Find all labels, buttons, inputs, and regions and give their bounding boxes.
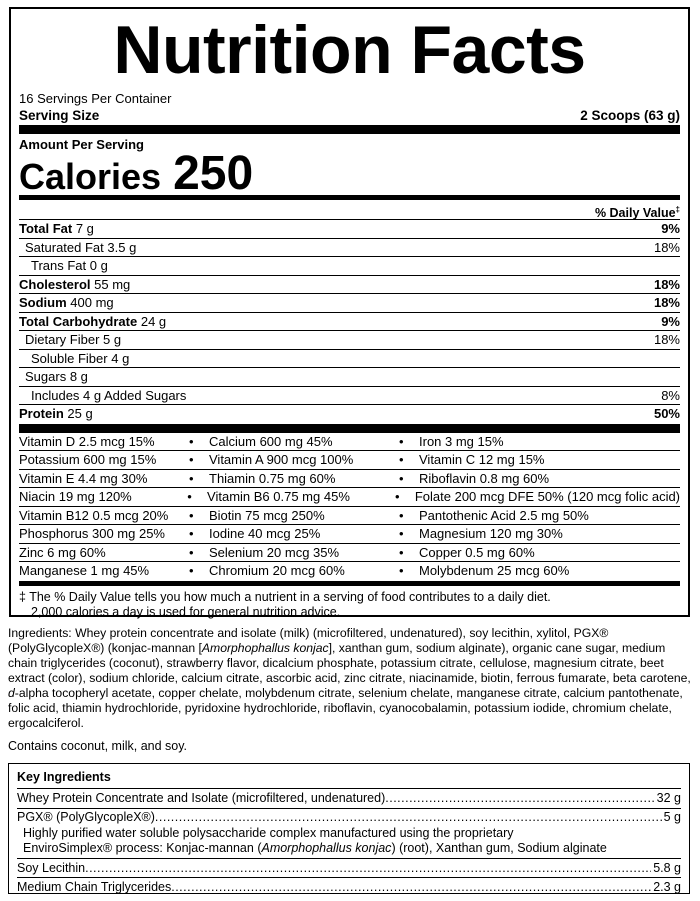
nutrient-name: Sodium: [19, 295, 67, 310]
amount-per-serving: Amount Per Serving: [19, 137, 144, 152]
nutrient-row: [19, 239, 680, 258]
calories-value: 250: [173, 147, 254, 200]
micronutrient-cell: Zinc 6 mg 60%: [19, 544, 106, 560]
nutrient-amount: 24 g: [140, 313, 167, 329]
description-line: [23, 841, 681, 856]
key-ingredient-name: Medium Chain Triglycerides: [17, 880, 172, 894]
description-text: ) (root), Xanthan gum, Sodium alginate: [391, 840, 607, 855]
micronutrient-cell: Vitamin D 2.5 mcg 15%: [19, 433, 155, 449]
nutrient-amount: 0 g: [89, 258, 108, 273]
nutrient-row: [19, 350, 680, 369]
nutrient-row: [19, 368, 680, 387]
micronutrient-cell: Chromium 20 mcg 60%: [209, 563, 345, 578]
bullet-separator: •: [189, 563, 194, 578]
bullet-separator: •: [189, 470, 194, 486]
nutrient-name: Cholesterol: [19, 276, 91, 292]
nutrient-name: Saturated Fat: [25, 239, 104, 255]
micronutrient-row: [19, 451, 680, 470]
ingredients-italic: Amorphophallus konjac: [201, 641, 329, 655]
bullet-separator: •: [187, 489, 192, 504]
bullet-separator: •: [399, 563, 404, 578]
nutrient-dv: 18%: [653, 239, 680, 255]
serving-size-row: [19, 106, 680, 134]
daily-value-footnote: [19, 590, 680, 620]
micronutrient-cell: Copper 0.5 mg 60%: [419, 544, 535, 560]
bullet-separator: •: [399, 470, 404, 486]
micronutrient-table: [19, 433, 680, 586]
bullet-separator: •: [395, 489, 400, 504]
micronutrient-cell: Magnesium 120 mg 30%: [419, 526, 563, 541]
nutrient-dv: 18%: [653, 276, 680, 292]
micronutrient-cell: Selenium 20 mcg 35%: [209, 544, 340, 560]
description-italic: Amorphophallus konjac: [261, 840, 392, 855]
key-ingredient-amount: 32 g: [656, 791, 681, 805]
daily-value-header-text: % Daily Value: [594, 206, 676, 221]
footnote-line: ‡ The % Daily Value tells you how much a nutrient in a serving of food contributes to a daily diet.: [19, 589, 551, 604]
key-ingredients-title: Key Ingredients: [17, 768, 681, 789]
micronutrient-cell: Vitamin B6 0.75 mg 45%: [207, 489, 350, 504]
bullet-separator: •: [399, 544, 404, 560]
nutrient-amount: 25 g: [67, 406, 93, 421]
nutrient-row: [19, 331, 680, 350]
ingredients-text: ], xanthan gum, sodium alginate), organic cane sugar, medium chain triglycerides (coconut), strawberry flavor, dicalcium phosphate, potassium citrate, cellulose, magnesium citrate, beet extract (color), sodium chloride, calcium citrate, ascorbic acid, zinc citrate, niacinamide, biotin, ferrous fumarate, beta carotene,: [8, 641, 691, 685]
dot-leader: [171, 878, 651, 898]
micronutrient-cell: Vitamin E 4.4 mg 30%: [19, 470, 148, 486]
nutrient-dv: 18%: [653, 295, 680, 310]
nutrient-dv: 18%: [653, 332, 680, 347]
nutrient-row: [19, 257, 680, 276]
key-ingredient-name: PGX® (PolyGlycopleX®): [17, 809, 155, 824]
ingredients-text: -alpha tocopheryl acetate, copper chelate, molybdenum citrate, selenium chelate, manganese citrate, calcium pantothenate, folic acid, thiamin hydrochloride, pyridoxine hydrochloride, riboflavin, cyanocobalamin, potassium iodide, chromium chelate, ergocalciferol.: [8, 686, 683, 730]
nutrient-row: [19, 294, 680, 313]
description-line: Highly purified water soluble polysaccharide complex manufactured using the proprietary: [23, 825, 514, 840]
nutrient-name: Soluble Fiber: [31, 350, 108, 366]
daily-value-header: [19, 200, 680, 220]
nutrient-amount: 55 mg: [94, 276, 131, 292]
nutrient-name: Sugars: [25, 369, 67, 384]
key-ingredients-box: [8, 763, 690, 894]
nutrient-row: [19, 220, 680, 239]
nutrient-amount: 8 g: [69, 369, 88, 384]
micronutrient-cell: Folate 200 mcg DFE 50% (120 mcg folic acid): [414, 489, 681, 504]
bullet-separator: •: [399, 433, 404, 449]
micronutrient-cell: Thiamin 0.75 mg 60%: [209, 470, 336, 486]
nutrient-amount: 5 g: [103, 332, 122, 347]
nutrition-facts-title: Nutrition Facts: [113, 12, 586, 88]
micronutrient-cell: Pantothenic Acid 2.5 mg 50%: [419, 507, 589, 523]
micronutrient-cell: Molybdenum 25 mcg 60%: [419, 563, 570, 578]
micronutrient-cell: Iron 3 mg 15%: [419, 433, 504, 449]
bullet-separator: •: [399, 526, 404, 541]
bullet-separator: •: [189, 507, 194, 523]
nutrient-dv: 50%: [653, 406, 680, 421]
description-text: EnviroSimplex® process: Konjac-mannan (: [23, 840, 262, 855]
nutrient-row: [19, 276, 680, 295]
serving-size-label: Serving Size: [19, 108, 100, 123]
key-ingredient-row: [17, 859, 681, 879]
nutrition-facts-panel: [9, 7, 690, 617]
ingredients-italic: d: [8, 686, 15, 700]
micronutrient-cell: Vitamin B12 0.5 mcg 20%: [19, 507, 169, 523]
ingredients-text: Ingredients: Whey protein concentrate and isolate (milk) (microfiltered, undenatured), soy lecithin, xylitol, PGX® (PolyGlycopleX®) (konjac-mannan [: [8, 626, 609, 655]
nutrient-amount: 400 mg: [70, 295, 114, 310]
micronutrient-cell: Iodine 40 mcg 25%: [209, 526, 321, 541]
micronutrient-cell: Vitamin C 12 mg 15%: [419, 452, 545, 467]
micronutrient-cell: Biotin 75 mcg 250%: [209, 507, 325, 523]
nutrient-name: Dietary Fiber: [25, 332, 100, 347]
micronutrient-cell: Manganese 1 mg 45%: [19, 563, 150, 578]
nutrient-row: [19, 387, 680, 406]
micronutrient-row: [19, 507, 680, 526]
bullet-separator: •: [189, 433, 194, 449]
nutrient-dv: 8%: [661, 387, 680, 403]
nutrient-dv: 9%: [661, 221, 680, 236]
key-ingredient-description: [17, 826, 681, 858]
bullet-separator: •: [399, 507, 404, 523]
dot-leader: [385, 789, 654, 808]
nutrient-name: Protein: [19, 406, 64, 421]
nutrient-dv: 9%: [661, 313, 680, 329]
nutrient-row: [19, 313, 680, 332]
nutrient-amount: 3.5 g: [107, 239, 137, 255]
serving-size-value: 2 Scoops (63 g): [580, 108, 680, 123]
micronutrient-row: [19, 525, 680, 544]
micronutrient-cell: Riboflavin 0.8 mg 60%: [419, 470, 550, 486]
key-ingredient-name: Whey Protein Concentrate and Isolate (microfiltered, undenatured): [17, 791, 386, 805]
key-ingredient-amount: 2.3 g: [653, 880, 681, 894]
nutrient-row: [19, 405, 680, 433]
calories-label: Calories: [19, 156, 162, 197]
daily-value-mark: ‡: [675, 205, 680, 214]
dot-leader: [85, 859, 651, 878]
allergen-statement: Contains coconut, milk, and soy.: [8, 739, 188, 753]
micronutrient-row: [19, 562, 680, 586]
micronutrient-cell: Phosphorus 300 mg 25%: [19, 526, 165, 541]
micronutrient-cell: Potassium 600 mg 15%: [19, 452, 157, 467]
key-ingredient-row: [17, 789, 681, 809]
micronutrient-cell: Vitamin A 900 mcg 100%: [209, 452, 354, 467]
key-ingredient-amount: 5.8 g: [653, 860, 681, 875]
micronutrient-row: [19, 544, 680, 563]
footnote-line: 2,000 calories a day is used for general nutrition advice.: [31, 604, 341, 619]
nutrient-name: Total Fat: [19, 221, 73, 236]
calories-row: [19, 147, 680, 200]
nutrient-name: Total Carbohydrate: [19, 313, 138, 329]
key-ingredient-row: [17, 878, 681, 898]
micronutrient-row: [19, 470, 680, 489]
micronutrient-cell: Calcium 600 mg 45%: [209, 433, 333, 449]
micronutrient-row: [19, 433, 680, 452]
nutrient-amount: 7 g: [75, 221, 94, 236]
key-ingredient-amount: 5 g: [663, 809, 681, 824]
nutrient-name: Trans Fat: [31, 258, 87, 273]
ingredients-list: [8, 626, 692, 731]
servings-per-container: 16 Servings Per Container: [19, 91, 172, 106]
nutrient-name: Includes 4 g Added Sugars: [31, 387, 187, 403]
micronutrient-row: [19, 488, 680, 507]
bullet-separator: •: [399, 452, 404, 467]
micronutrient-cell: Niacin 19 mg 120%: [19, 489, 132, 504]
bullet-separator: •: [189, 544, 194, 560]
bullet-separator: •: [189, 526, 194, 541]
key-ingredient-row: [17, 809, 681, 859]
bullet-separator: •: [189, 452, 194, 467]
nutrient-amount: 4 g: [111, 350, 130, 366]
key-ingredient-name: Soy Lecithin: [17, 860, 86, 875]
dot-leader: [155, 809, 662, 826]
